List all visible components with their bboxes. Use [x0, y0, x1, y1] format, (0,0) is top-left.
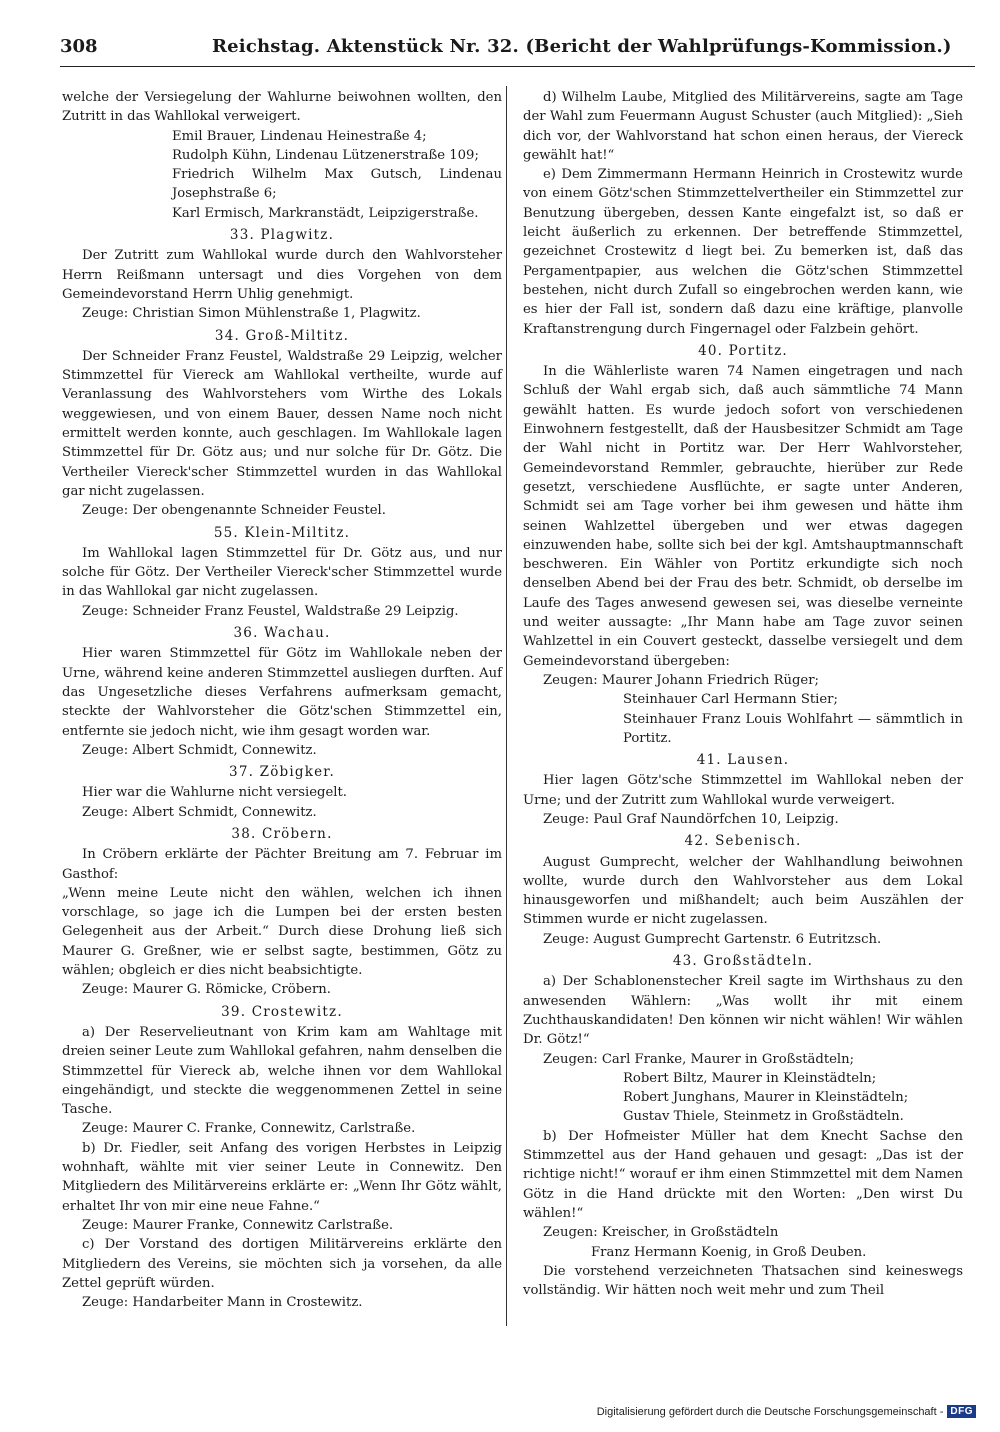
left-column	[62, 88, 502, 1312]
witness-line: Franz Hermann Koenig, in Groß Deuben.	[591, 1244, 867, 1260]
paragraph: August Gumprecht, welcher der Wahlhandlung beiwohnen wollte, wurde durch den Wahlvorsteher aus dem Lokal hinausgeworfen und mißhandelt; auch beim Auszählen der Stimmen wurde er nicht zugelassen.	[523, 854, 963, 928]
column-divider	[506, 86, 507, 1326]
paragraph: Der Zutritt zum Wahllokal wurde durch den Wahlvorsteher Herrn Reißmann untersagt und dies Vorgehen von dem Gemeindevorstand Herrn Uhlig genehmigt.	[62, 248, 502, 302]
paragraph: Die vorstehend verzeichneten Thatsachen sind keineswegs vollständig. Wir hätten noch weit mehr und zum Theil	[523, 1263, 963, 1299]
witness-line: Zeugen: Carl Franke, Maurer in Großstädteln;	[543, 1051, 855, 1067]
paragraph: „Wenn meine Leute nicht den wählen, welchen ich ihnen vorschlage, so jage ich die Lumpen bei der ersten besten Gelegenheit aus der Arbeit.“ Durch diese Drohung ließ sich Maurer G. Greßner, wie er selbst sagte, bestimmen, Götz zu wählen; obgleich er dies nicht beabsichtigte.	[62, 885, 502, 979]
paragraph: Hier waren Stimmzettel für Götz im Wahllokale neben der Urne, während keine anderen Stimmzettel ausliegen durften. Auf das Ungesetzliche dieses Verfahrens aufmerksam gemacht, steckte der Wahlvorsteher die Götz'schen Stimmzettel ein, entfernte sie jedoch nicht, wie ihm gesagt worden war.	[62, 646, 502, 739]
right-column	[523, 88, 963, 1300]
section-heading: 41. Lausen.	[696, 752, 790, 769]
witness-line: Zeuge: Albert Schmidt, Connewitz.	[82, 742, 317, 758]
paragraph: b) Dr. Fiedler, seit Anfang des vorigen Herbstes in Leipzig wohnhaft, wählte mit vier seiner Leute in Connewitz. Den Mitgliedern des Militärvereins erklärte er: „Wenn Ihr Götz wählt, erhaltet Ihr von mir eine neue Fahne.“	[62, 1140, 502, 1214]
witness-line: Gustav Thiele, Steinmetz in Großstädteln.	[623, 1109, 904, 1125]
section-heading: 39. Crostewitz.	[221, 1003, 343, 1020]
section-heading: 55. Klein-Miltitz.	[213, 524, 351, 541]
paragraph: In die Wählerliste waren 74 Namen eingetragen und nach Schluß der Wahl ergab sich, daß auch sämmtliche 74 Mann gewählt hatten. Es wurde jedoch sofort von verschiedenen Einwohnern festgestellt, daß der Hausbesitzer Schmidt am Tage der Wahl nicht in Portitz war. Der Herr Wahlvorsteher, Gemeindevorstand Remmler, gebrauchte, hierüber zur Rede gesetzt, verschiedene Ausflüchte, er sagte unter Anderen, Schmidt sei am Tage vorher bei ihm gewesen und hätte ihm seinen Wahlzettel übergeben und wer etwas dagegen einzuwenden habe, sollte sich bei der kgl. Amtshauptmannschaft beschweren. Ein Wähler von Portitz erkundigte sich noch denselben Abend bei der Frau des betr. Schmidt, ob derselbe im Laufe des Tages anwesend gewesen sei, was dieselbe verneinte und weiter aussagte: „Ihr Mann habe am Tage zuvor seinen Wahlzettel in ein Couvert gesteckt, dasselbe versiegelt und dem Gemeindevorstand übergeben:	[523, 364, 963, 669]
witness-line: Zeuge: Der obengenannte Schneider Feustel.	[82, 503, 386, 519]
witness-line: Zeugen: Kreischer, in Großstädteln	[543, 1225, 779, 1241]
witness-line: Zeuge: Maurer Franke, Connewitz Carlstraße.	[82, 1217, 394, 1233]
paragraph: Im Wahllokal lagen Stimmzettel für Dr. Götz aus, und nur solche für Götz. Der Vertheiler Viereck'scher Stimmzettel wurde in das Wahllokal gar nicht zugelassen.	[62, 545, 502, 600]
witness-line: Zeuge: Albert Schmidt, Connewitz.	[82, 804, 317, 820]
paragraph: Der Schneider Franz Feustel, Waldstraße 29 Leipzig, welcher Stimmzettel für Viereck am Wahllokal vertheilte, wurde auf Veranlassung des Wahlvorstehers vom Wirthe des Lokals weggewiesen, und von einem Bauer, dessen Name noch nicht ermittelt werden konnte, auch geschlagen. Im Wahllokale lagen Stimmzettel für Dr. Götz aus; und nur solche für Dr. Götz. Die Vertheiler Viereck'scher Stimmzettel wurden in das Wahllokal gar nicht zugelassen.	[62, 348, 502, 499]
digitization-footer	[597, 1405, 976, 1418]
witness-line: Zeuge: Paul Graf Naundörfchen 10, Leipzig.	[543, 811, 839, 827]
paragraph: e) Dem Zimmermann Hermann Heinrich in Crostewitz wurde von einem Götz'schen Stimmzettelvertheiler ein Stimmzettel zur Benutzung übergeben, dessen Kante eingefalzt ist, so daß er leicht äußerlich zu erkennen. Der betreffende Stimmzettel, gezeichnet Crostewitz d liegt bei. Zu bemerken ist, daß das Pergamentpapier, aus welchen die Götz'schen Stimmzettel bestehen, nicht durch Zufall so eingebrochen werden kann, wie es hier der Fall ist, sondern daß dazu eine kräftige, planvolle Kraftanstrengung durch Fingernagel oder Falzbein gehört.	[523, 167, 963, 337]
page-number: 308	[60, 36, 98, 57]
witness-line: Rudolph Kühn, Lindenau Lützenerstraße 109;	[172, 147, 479, 163]
paragraph: a) Der Reservelieutnant von Krim kam am Wahltage mit dreien seiner Leute zum Wahllokal gefahren, nahm denselben die Stimmzettel für Viereck ab, welche ihnen vor dem Wahllokal eingehändigt, und steckte die weggenommenen Zettel in seine Tasche.	[62, 1024, 502, 1118]
funding-note: Digitalisierung gefördert durch die Deutsche Forschungsgemeinschaft -	[596, 1405, 944, 1418]
paragraph: Hier lagen Götz'sche Stimmzettel im Wahllokal neben der Urne; und der Zutritt zum Wahllokal wurde verweigert.	[523, 773, 963, 808]
witness-line: Zeuge: Schneider Franz Feustel, Waldstraße 29 Leipzig.	[82, 603, 459, 619]
paragraph: c) Der Vorstand des dortigen Militärvereins erklärte den Mitgliedern des Vereins, sie möchten sich ja vorsehen, da alle Zettel geprüft würden.	[62, 1237, 502, 1291]
page-header	[60, 32, 975, 67]
running-head: Reichstag. Aktenstück Nr. 32. (Bericht der Wahlprüfungs-Kommission.)	[212, 36, 952, 57]
witness-line: Friedrich Wilhelm Max Gutsch, Lindenau Josephstraße 6;	[172, 167, 502, 202]
witness-line: Zeuge: Handarbeiter Mann in Crostewitz.	[82, 1295, 363, 1311]
witness-line: Robert Junghans, Maurer in Kleinstädteln;	[623, 1090, 909, 1106]
paragraph: welche der Versiegelung der Wahlurne beiwohnen wollten, den Zutritt in das Wahllokal verweigert.	[62, 90, 502, 125]
section-heading: 38. Cröbern.	[231, 825, 333, 842]
witness-line: Zeuge: Maurer G. Römicke, Cröbern.	[82, 982, 331, 998]
paragraph: a) Der Schablonenstecher Kreil sagte im Wirthshaus zu den anwesenden Wählern: „Was wollt ihr mit einem Zuchthauskandidaten! Den können wir nicht wählen! Wir wählen Dr. Götz!“	[523, 974, 963, 1048]
witness-line: Steinhauer Carl Hermann Stier;	[623, 692, 838, 708]
section-heading: 33. Plagwitz.	[229, 227, 335, 244]
witness-line: Zeugen: Maurer Johann Friedrich Rüger;	[543, 672, 819, 688]
section-heading: 40. Portitz.	[698, 342, 788, 359]
paragraph: In Cröbern erklärte der Pächter Breitung am 7. Februar im Gasthof:	[62, 847, 502, 882]
witness-line: Karl Ermisch, Markranstädt, Leipzigerstraße.	[172, 205, 479, 221]
witness-line: Steinhauer Franz Louis Wohlfahrt — sämmtlich in Portitz.	[623, 711, 963, 746]
section-heading: 37. Zöbigker.	[229, 764, 335, 781]
paragraph: Hier war die Wahlurne nicht versiegelt.	[82, 785, 347, 801]
witness-line: Emil Brauer, Lindenau Heinestraße 4;	[172, 128, 427, 144]
section-heading: 34. Groß-Miltitz.	[214, 327, 350, 344]
witness-line: Zeuge: Maurer C. Franke, Connewitz, Carlstraße.	[82, 1121, 416, 1137]
section-heading: 36. Wachau.	[233, 625, 331, 642]
paragraph: b) Der Hofmeister Müller hat dem Knecht Sachse den Stimmzettel aus der Hand gehauen und gesagt: „Das ist der richtige nicht!“ worauf er ihm einen Stimmzettel mit dem Namen Götz in die Hand drückte mit den Worten: „Den wirst Du wählen!“	[523, 1128, 963, 1221]
witness-line: Zeuge: Christian Simon Mühlenstraße 1, Plagwitz.	[82, 306, 421, 322]
section-heading: 43. Großstädteln.	[672, 953, 814, 970]
witness-line: Zeuge: August Gumprecht Gartenstr. 6 Eutritzsch.	[543, 931, 882, 947]
section-heading: 42. Sebenisch.	[684, 833, 802, 850]
dfg-logo: DFG	[947, 1405, 976, 1418]
paragraph: d) Wilhelm Laube, Mitglied des Militärvereins, sagte am Tage der Wahl zum Feuermann August Schuster (auch Mitglied): „Sieh dich vor, der Wahlvorstand hat schon einen heraus, der Viereck gewählt hat!“	[523, 90, 963, 163]
witness-line: Robert Biltz, Maurer in Kleinstädteln;	[623, 1070, 877, 1086]
